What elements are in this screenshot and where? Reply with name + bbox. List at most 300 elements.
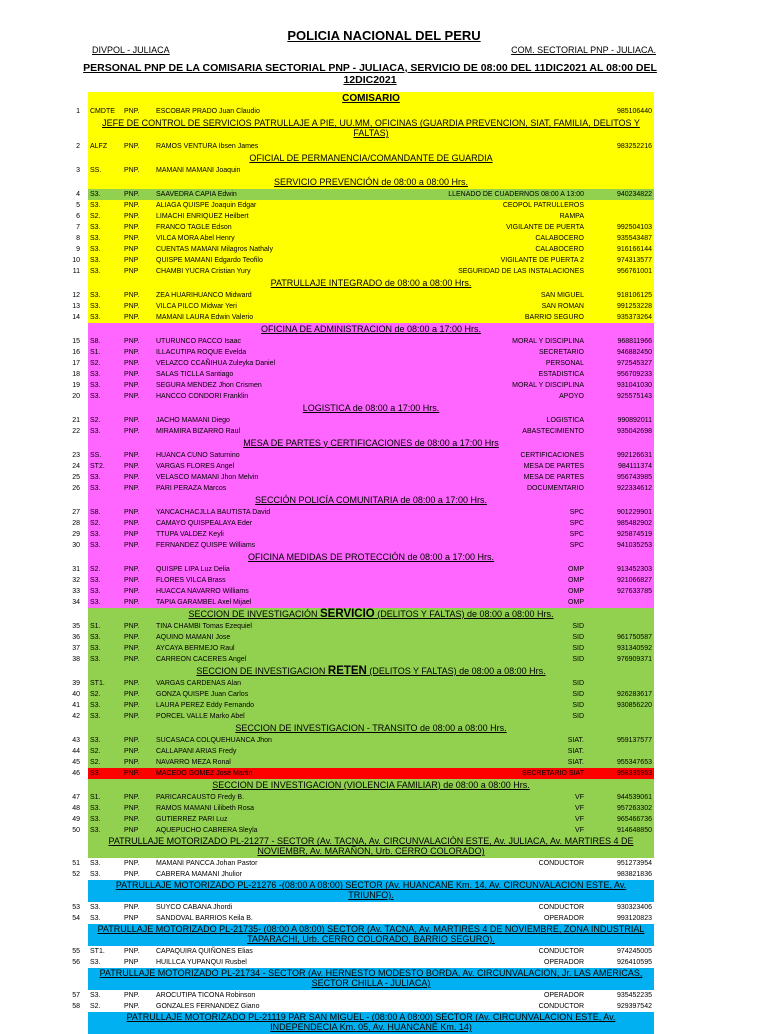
officer-name: QUISPE MAMANI Edgardo Teofilo [156,257,263,264]
row-number: 25 [72,474,80,481]
phone-number: 968811966 [617,338,652,345]
phone-number: 992126631 [616,452,652,459]
institution: PNP [124,257,139,264]
phone-number: 991253228 [616,303,652,310]
roster-row [72,564,654,575]
assignment: VF [575,794,584,801]
institution: PNP. [124,805,140,812]
grade: S3. [90,805,101,812]
roster-row [72,426,654,437]
roster-row [72,518,654,529]
roster-row [76,106,654,117]
section-heading-text [196,664,546,677]
institution: PNP. [124,463,140,470]
row-number: 23 [72,452,80,459]
roster-row [72,586,654,597]
phone-number: 935042698 [616,428,652,435]
section-heading: OFICINA DE ADMINISTRACION de 08:00 a 17:00 Hrs. [88,323,654,336]
institution: PNP. [124,474,140,481]
header-left: DIVPOL - JULIACA [92,45,170,55]
row-number: 6 [76,213,80,220]
officer-name: HUANCA CUNO Saturnino [156,452,240,459]
institution: PNP. [124,202,140,209]
roster-row [72,255,654,266]
grade: S3. [90,634,101,641]
phone-number: 926283617 [616,691,652,698]
institution: PNP. [124,292,140,299]
roster-row [76,200,654,211]
assignment: CONDUCTOR [538,948,584,955]
institution: PNP. [124,713,140,720]
grade: S2. [90,360,101,367]
roster-row [72,700,654,711]
assignment: SID [572,713,584,720]
officer-name: JACHO MAMANI Diego [156,417,230,424]
grade: S3. [90,588,101,595]
section-heading [88,665,654,678]
officer-name: FRANCO TAGLE Edson [156,224,232,231]
phone-number: 965466736 [616,816,652,823]
grade: S3. [90,599,101,606]
row-number: 2 [76,143,80,150]
section-heading-emphasis: SERVICIO [320,607,375,620]
grade: S3. [90,485,101,492]
officer-name: AQUINO MAMANI Jose [156,634,231,641]
assignment: CERTIFICACIONES [520,452,584,459]
phone-number: 944539061 [616,794,652,801]
officer-name: SUCASACA COLQUEHUANCA Jhon [156,737,272,744]
grade: ST1. [90,948,105,955]
officer-name: HUACCA NAVARRO Williams [156,588,249,595]
roster-row [72,461,654,472]
institution: PNP [124,531,139,538]
row-number: 40 [72,691,80,698]
row-number: 35 [72,623,80,630]
section-heading: PATRULLAJE INTEGRADO de 08:00 a 08:00 Hrs. [88,277,654,290]
roster-row [72,902,654,913]
officer-name: AYCAYA BERMEJO Raul [156,645,235,652]
assignment: OPERADOR [543,959,584,966]
assignment: OMP [568,566,584,573]
officer-name: HANCCO CONDORI Franklin [156,393,249,400]
roster-row [72,621,654,632]
roster-row [72,957,654,968]
officer-name: GONZALES FERNANDEZ Giano [156,1003,260,1010]
roster-row [76,189,654,200]
officer-name: VARGAS FLORES Angel [156,463,235,470]
officer-name: UTURUNCO PACCO Isaac [156,338,242,345]
row-number: 50 [72,827,80,834]
institution: PNP. [124,224,140,231]
grade: S3. [90,656,101,663]
row-number: 8 [76,235,80,242]
section-heading: LOGISTICA de 08:00 a 17:00 Hrs. [88,402,654,415]
officer-name: CAMAYO QUISPEALAYA Eder [156,520,253,527]
officer-name: AQUEPUCHO CABRERA Sleyla [156,827,258,834]
roster-row [72,768,654,779]
officer-name: GONZA QUISPE Juan Carlos [156,691,249,698]
phone-number: 930323406 [616,904,652,911]
institution: PNP. [124,485,140,492]
grade: S3. [90,577,101,584]
grade: S3. [90,292,101,299]
officer-name: RAMOS VENTURA Ibsen James [156,143,259,150]
officer-name: GUTIERREZ PARI Luz [156,816,228,823]
roster-row [72,472,654,483]
assignment: OMP [568,577,584,584]
roster-row [72,689,654,700]
row-number: 51 [72,860,80,867]
phone-number: 925874519 [616,531,652,538]
assignment: SID [572,691,584,698]
grade: S1. [90,349,101,356]
phone-number: 990892011 [617,417,652,424]
roster-row [72,415,654,426]
grade: S3. [90,860,101,867]
phone-number: 935452235 [616,992,652,999]
grade: S2. [90,417,101,424]
phone-number: 916166144 [616,246,652,253]
assignment: PERSONAL [545,360,584,367]
institution: PNP. [124,566,140,573]
grade: S3. [90,428,101,435]
section-heading: SECCION DE INVESTIGACION - TRANSITO de 08:00 a 08:00 Hrs. [88,722,654,735]
institution: PNP. [124,656,140,663]
row-number: 9 [76,246,80,253]
institution: PNP. [124,770,140,777]
section-heading [88,608,654,621]
phone-number: 929397542 [616,1003,652,1010]
officer-name: SALAS TICLLA Santiago [156,371,234,378]
assignment: SPC [569,531,584,538]
row-number: 18 [72,371,80,378]
officer-name: SEGURA MENDEZ Jhon Crismen [156,382,262,389]
grade: S1. [90,623,101,630]
roster-row [72,507,654,518]
grade: S3. [90,202,101,209]
row-number: 3 [76,167,80,174]
phone-number: 972545327 [616,360,652,367]
phone-number: 974245005 [616,948,652,955]
institution: PNP. [124,623,140,630]
row-number: 53 [72,904,80,911]
grade: S3. [90,224,101,231]
grade: S8. [90,509,101,516]
officer-name: LAURA PEREZ Eddy Fernando [156,702,255,709]
section-heading: JEFE DE CONTROL DE SERVICIOS PATRULLAJE A PIE, UU.MM, OFICINAS (GUARDIA PREVENCION, SIAT, FAMILIA, DELITOS Y FALTAS) [88,117,654,141]
roster-row [72,825,654,836]
institution: PNP [124,268,139,275]
assignment: SECRETARIO [539,349,584,356]
institution: PNP. [124,599,140,606]
phone-number: 955347653 [616,759,652,766]
assignment: CALABOCERO [535,235,584,242]
roster-row [72,735,654,746]
roster-row [72,540,654,551]
institution: PNP. [124,645,140,652]
grade: S3. [90,904,101,911]
roster-row [72,450,654,461]
assignment: MORAL Y DISCIPLINA [512,338,584,345]
institution: PNP. [124,371,140,378]
officer-name: MIRAMIRA BIZARRO Raul [156,428,241,435]
row-number: 52 [72,871,80,878]
row-number: 33 [72,588,80,595]
row-number: 55 [72,948,80,955]
grade: ST2. [90,463,105,470]
grade: S3. [90,645,101,652]
phone-number: 985482902 [616,520,652,527]
row-number: 49 [72,816,80,823]
officer-name: VELAZCO CCAÑIHUA Zuleyka Daniel [156,360,276,367]
institution: PNP [124,246,139,253]
assignment: VF [575,816,584,823]
row-number: 31 [72,566,80,573]
phone-number: 931340592 [616,645,652,652]
roster-row [76,165,654,176]
grade: S3. [90,992,101,999]
assignment: MESA DE PARTES [523,474,584,481]
roster-row [76,233,654,244]
officer-name: QUISPE LIPA Luz Delia [156,566,230,573]
header-right: COM. SECTORIAL PNP - JULIACA. [511,45,656,55]
phone-number: 927633785 [616,588,652,595]
officer-name: CABRERA MAMANI Jhulior [156,871,242,878]
phone-number: 956709233 [616,371,652,378]
officer-name: HUILLCA YUPANQUI Rusbel [156,959,247,966]
roster-row [72,380,654,391]
institution: PNP. [124,338,140,345]
roster-row [72,869,654,880]
assignment: MORAL Y DISCIPLINA [512,382,584,389]
row-number: 42 [72,713,80,720]
row-number: 11 [72,268,80,275]
section-heading-pre: SECCION DE INVESTIGACION [196,665,328,676]
assignment: SID [572,680,584,687]
grade: S3. [90,713,101,720]
officer-name: TAPIA GARAMBEL Axel Mijael [156,599,252,606]
assignment: SPC [569,520,584,527]
institution: PNP. [124,314,140,321]
assignment: RAMPA [559,213,584,220]
roster-row [72,913,654,924]
institution: PNP. [124,992,140,999]
row-number: 26 [72,485,80,492]
section-heading: SECCION DE INVESTIGACION (VIOLENCIA FAMILIAR) de 08:00 a 08:00 Hrs. [88,779,654,792]
row-number: 20 [72,393,80,400]
row-number: 41 [72,702,80,709]
officer-name: FLORES VILCA Brass [156,577,226,584]
assignment: LLENADO DE CUADERNOS 08:00 A 13:00 [448,191,584,198]
grade: S2. [90,1003,101,1010]
grade: S3. [90,235,101,242]
assignment: CONDUCTOR [538,904,584,911]
section-heading: OFICIAL DE PERMANENCIA/COMANDANTE DE GUARDIA [88,152,654,165]
officer-name: VILCA MORA Abel Henry [156,235,235,242]
officer-name: TINA CHAMBI Tomas Ezequiel [156,623,252,630]
officer-name: MAMANI PANCCA Johan Pastor [156,860,258,867]
assignment: DOCUMENTARIO [526,485,584,492]
row-number: 38 [72,656,80,663]
section-heading: OFICINA MEDIDAS DE PROTECCIÓN de 08:00 a 17:00 Hrs. [88,551,654,564]
institution: PNP. [124,577,140,584]
officer-name: NAVARRO MEZA Ronal [156,759,231,766]
grade: S3. [90,871,101,878]
section-heading: PATRULLAJE MOTORIZADO PL-21276 -(08:00 A 08:00) SECTOR (Av. HUANCANE Km. 14, Av. CIRCUNVALACION ESTE, Av. TRIUNFO). [88,880,654,902]
roster-row [72,529,654,540]
grade: ALFZ [90,143,108,150]
phone-number: 992504103 [616,224,652,231]
document-title: POLICIA NACIONAL DEL PERU [287,28,481,43]
grade: S3. [90,542,101,549]
roster-row [72,643,654,654]
phone-number: 901229901 [616,509,652,516]
grade: S3. [90,531,101,538]
assignment: BARRIO SEGURO [524,314,584,321]
row-number: 58 [72,1003,80,1010]
officer-name: RAMOS MAMANI Lilibeth Rosa [156,805,255,812]
phone-number: 914648850 [616,827,652,834]
row-number: 24 [72,463,80,470]
officer-name: TTUPA VALDEZ Keyli [156,531,224,538]
assignment: MESA DE PARTES [523,463,584,470]
roster-row [72,1001,654,1012]
section-heading: PATRULLAJE MOTORIZADO PL-21119 PAR SAN MIGUEL - (08:00 A 08:00) SECTOR (Av. CIRCUNVALACION ESTE, Av. INDEPENDECIA Km. 05, Av. HUANCANÉ Km. 14) [88,1012,654,1034]
row-number: 45 [72,759,80,766]
phone-number: 974313577 [616,257,652,264]
phone-number: 983821836 [616,871,652,878]
grade: S3. [90,371,101,378]
grade: S3. [90,770,101,777]
row-number: 34 [72,599,80,606]
officer-name: CAPAQUIRA QUIÑONES Elias [156,948,253,955]
assignment: VF [575,827,584,834]
officer-name: SANDOVAL BARRIOS Keila B. [156,915,253,922]
grade: S8. [90,338,101,345]
row-number: 1 [76,108,80,115]
assignment: SID [572,634,584,641]
assignment: ESTADISTICA [538,371,584,378]
assignment: CONDUCTOR [538,1003,584,1010]
roster-row [72,746,654,757]
roster-row [72,678,654,689]
institution: PNP. [124,871,140,878]
grade: S2. [90,520,101,527]
institution: PNP. [124,702,140,709]
roster-row [72,336,654,347]
roster-row [72,803,654,814]
phone-number: 983252216 [616,143,652,150]
institution: PNP. [124,860,140,867]
phone-number: 951273954 [616,860,652,867]
grade: S2. [90,759,101,766]
roster-row [76,141,654,152]
row-number: 27 [72,509,80,516]
grade: S3. [90,816,101,823]
roster-row [72,814,654,825]
phone-number: 957263302 [616,805,652,812]
phone-number: 946882450 [616,349,652,356]
grade: S2. [90,691,101,698]
section-heading: PATRULLAJE MOTORIZADO PL-21277 - SECTOR (Av. TACNA, Av. CIRCUNVALACIÓN ESTE, Av. JULIACA, Av. MARTIRES 4 DE NOVIEMBR, Av. MARAÑON, Urb. CERRO COLORADO) [88,836,654,858]
section-heading: PATRULLAJE MOTORIZADO PL-21735- (08:00 A 08:00) SECTOR (Av. TACNA, Av. MARTIRES 4 DE NOVIEMBRE, ZONA INDUSTRIAL TAPARACHI, Urb. CERRO COLORADO, BARRIO SEGURO). [88,924,654,946]
roster-row [72,858,654,869]
assignment: VF [575,805,584,812]
officer-name: ESCOBAR PRADO Juan Claudio [156,108,260,115]
section-heading: SERVICIO PREVENCIÓN de 08:00 a 08:00 Hrs. [88,176,654,189]
officer-name: PARI PERAZA Marcos [156,485,227,492]
row-number: 30 [72,542,80,549]
institution: PNP. [124,143,140,150]
grade: S3. [90,314,101,321]
phone-number: 976909371 [616,656,652,663]
assignment: VIGILANTE DE PUERTA [506,224,584,231]
phone-number: 935543487 [616,235,652,242]
row-number: 56 [72,959,80,966]
roster-row [76,222,654,233]
officer-name: MAMANI LAURA Edwin Valerio [156,314,254,321]
grade: SS. [90,167,102,174]
officer-name: CALLAPANI ARIAS Fredy [156,748,237,755]
institution: PNP. [124,748,140,755]
assignment: SIAT. [567,748,584,755]
phone-number: 956743985 [616,474,652,481]
grade: S2. [90,213,101,220]
phone-number: 931041030 [616,382,652,389]
grade: S3. [90,257,101,264]
row-number: 7 [76,224,80,231]
assignment: SID [572,623,584,630]
officer-name: PORCEL VALLE Marko Abel [156,713,245,720]
assignment: LOGISTICA [546,417,584,424]
roster-row [72,711,654,722]
phone-number: 941035253 [616,542,652,549]
roster-row [72,654,654,665]
roster-row [72,301,654,312]
phone-number: 984111374 [618,463,652,470]
row-number: 28 [72,520,80,527]
institution: PNP. [124,948,140,955]
officer-name: MAMANI MAMANI Joaquin [156,167,241,174]
phone-number: 940234822 [616,191,652,198]
row-number: 54 [72,915,80,922]
assignment: SID [572,656,584,663]
officer-name: VILCA PILCO Midwar Yeri [156,303,237,310]
grade: S3. [90,191,101,198]
institution: PNP. [124,428,140,435]
roster-row [72,946,654,957]
assignment: SIAT. [567,737,584,744]
institution: PNP. [124,794,140,801]
grade: S3. [90,382,101,389]
roster-row [72,266,654,277]
phone-number: 930856220 [616,702,652,709]
grade: S3. [90,474,101,481]
roster-row [72,391,654,402]
officer-name: VELASCO MAMANI Jhon Melvin [156,474,259,481]
section-heading-text [188,607,554,620]
officer-name: YANCACHACJLLA BAUTISTA David [156,509,271,516]
officer-name: ILLACUTIPA ROQUE Evelda [156,349,247,356]
row-number: 43 [72,737,80,744]
phone-number: 921066827 [616,577,652,584]
roster-row [72,483,654,494]
roster-row [72,632,654,643]
assignment: SEGURIDAD DE LAS INSTALACIONES [458,268,584,275]
institution: PNP. [124,691,140,698]
row-number: 10 [72,257,80,264]
grade: S3. [90,827,101,834]
